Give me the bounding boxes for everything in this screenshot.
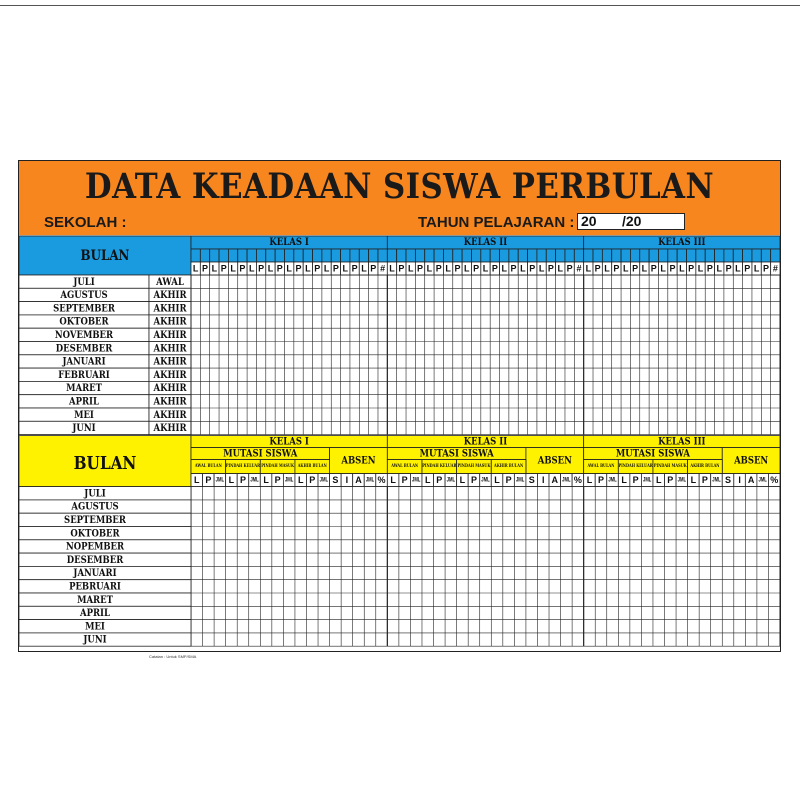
table1-lp-letter: L [286, 263, 292, 274]
table1-month-label: JULI [73, 276, 95, 289]
table1-subheader-cell [434, 249, 443, 262]
table2-col-letter: JML [515, 476, 525, 484]
top-divider-line [0, 5, 800, 6]
table1-lp-letter: P [491, 263, 498, 274]
table1-lp-letter: P [332, 263, 339, 274]
table1-status-label: AKHIR [153, 369, 187, 382]
table2-absen-header: ABSEN [537, 454, 572, 467]
table1-lp-letter: P [454, 263, 461, 274]
table2-mutasi-header: MUTASI SISWA [223, 447, 298, 460]
table1-lp-letter: P [650, 263, 657, 274]
table1-status-label: AKHIR [153, 395, 187, 408]
table1-subheader-cell [509, 249, 518, 262]
table1-status-label: AKHIR [153, 329, 187, 342]
table2-col-letter: S [725, 475, 732, 486]
table1-subheader-cell [668, 249, 677, 262]
table1-lp-letter: P [744, 263, 751, 274]
table1-month-label: SEPTEMBER [53, 302, 115, 315]
table1-lp-letter: L [622, 263, 629, 274]
table1-subheader-cell [630, 249, 639, 262]
table1-subheader-cell [537, 249, 546, 262]
table2-month-label: JULI [84, 487, 106, 500]
table2-col-letter: I [345, 475, 349, 486]
table1-status-label: AWAL [156, 276, 184, 289]
table2-absen-header: ABSEN [734, 454, 769, 467]
table1-status-label: AKHIR [153, 422, 187, 435]
table1-lp-letter: L [538, 263, 545, 274]
table2-col-letter: JML [481, 476, 490, 484]
table1-subheader-cell [771, 249, 780, 262]
table2-col-letter: P [274, 475, 281, 486]
table1-lp-letter: L [249, 263, 255, 274]
table1-subheader-cell [612, 249, 621, 262]
table1-month-label: MARET [66, 382, 102, 395]
table1-month-label: JANUARI [62, 356, 106, 368]
table2-mutasi-sub-label: AKHIR BULAN [690, 463, 720, 470]
table2-month-label: PEBRUARI [69, 580, 121, 593]
table1-subheader-cell [574, 249, 583, 262]
table2-col-letter: L [263, 475, 269, 486]
table1-subheader-cell [649, 249, 658, 262]
table2-kelas-header: KELAS II [463, 435, 508, 448]
table2-month-label: JUNI [83, 634, 107, 646]
table2-month-label: APRIL [80, 607, 110, 620]
table1-lp-letter: P [220, 263, 227, 274]
table2-col-letter: S [528, 475, 535, 486]
table1-month-label: MEI [74, 409, 94, 422]
table1-lp-letter: P [547, 263, 554, 274]
table2-col-letter: P [701, 475, 708, 486]
table1-subheader-cell [705, 249, 714, 262]
table1-subheader-cell [658, 249, 667, 262]
table1-lp-letter: L [407, 263, 414, 274]
table1-month-label: AGUSTUS [60, 289, 108, 302]
table1-subheader-cell [733, 249, 742, 262]
table1-lp-letter: L [445, 263, 451, 274]
table1-lp-letter: L [211, 263, 218, 274]
table1-lp-letter: P [258, 263, 265, 274]
table2-col-letter: P [632, 475, 639, 486]
table1-subheader-cell [294, 249, 303, 262]
table2-month-label: JANUARI [73, 567, 117, 580]
table1-subheader-cell [247, 249, 256, 262]
table1-kelas-header: KELAS II [463, 236, 508, 249]
table1-lp-letter: L [464, 263, 470, 274]
table1-subheader-cell [677, 249, 686, 262]
table1-status-label: AKHIR [153, 382, 187, 395]
table1-subheader-cell [238, 249, 247, 262]
table1-lp-letter: L [389, 263, 395, 274]
table1-lp-letter: P [351, 263, 358, 274]
table1-lp-letter: P [473, 263, 480, 274]
table2-col-letter: L [425, 475, 431, 486]
table2-month-label: DESEMBER [66, 554, 124, 567]
table2-col-letter: JML [562, 476, 571, 484]
table2-col-letter: % [770, 475, 779, 486]
table1-subheader-cell [443, 249, 452, 262]
table1-lp-letter: L [604, 263, 610, 274]
table2-col-letter: % [573, 475, 582, 486]
table1-lp-letter: L [641, 263, 648, 274]
table1-month-label: APRIL [69, 395, 99, 408]
table2-month-label: MEI [85, 620, 105, 633]
table1-lp-letter: P [725, 263, 732, 274]
table1-lp-letter: L [230, 263, 236, 274]
table1-kelas-header: KELAS I [269, 236, 309, 249]
table1-subheader-cell [481, 249, 490, 262]
table1-lp-letter: L [361, 263, 367, 274]
table1-subheader-cell [602, 249, 611, 262]
table1-lp-letter: # [772, 263, 778, 274]
table1-subheader-cell [266, 249, 275, 262]
table2-month-label: SEPTEMBER [64, 514, 126, 527]
table1-lp-letter: L [267, 263, 274, 274]
table1-lp-letter: P [276, 263, 283, 274]
table2-col-letter: JML [608, 476, 617, 484]
table2-kelas-header: KELAS III [658, 435, 706, 448]
table2-col-letter: S [332, 475, 339, 486]
table2-month-label: OKTOBER [70, 527, 120, 540]
table1-lp-letter: P [510, 263, 517, 274]
table1-lp-letter: L [735, 263, 741, 274]
table2-col-letter: P [205, 475, 212, 486]
table1-lp-letter: P [762, 263, 769, 274]
table2-col-letter: L [621, 475, 627, 486]
table1-lp-letter: L [482, 263, 489, 274]
table1-subheader-cell [210, 249, 219, 262]
table2-mutasi-sub-label: AWAL BULAN [391, 463, 419, 470]
table1-lp-letter: L [520, 263, 526, 274]
table2-col-letter: P [239, 475, 246, 486]
table2-mutasi-sub-label: PINDAH KELUAR [225, 463, 261, 470]
table1-subheader-cell [228, 249, 237, 262]
table2-mutasi-sub-label: AKHIR BULAN [494, 463, 524, 470]
table1-subheader-cell [640, 249, 649, 262]
student-data-board [18, 160, 781, 659]
table1-subheader-cell [752, 249, 761, 262]
table2-col-letter: % [377, 475, 386, 486]
table1-lp-letter: L [426, 263, 433, 274]
data-tables [19, 161, 780, 651]
table2-col-letter: JML [643, 476, 652, 484]
table1-subheader-cell [397, 249, 406, 262]
tahun-end: /20 [622, 213, 642, 229]
table2-month-label: NOPEMBER [65, 541, 125, 553]
table1-lp-letter: L [342, 263, 349, 274]
table1-lp-letter: P [295, 263, 302, 274]
table2-month-label: AGUSTUS [71, 501, 119, 513]
table1-lp-letter: P [370, 263, 377, 274]
tahun-pelajaran-label: TAHUN PELAJARAN : [418, 214, 575, 231]
table1-subheader-cell [565, 249, 574, 262]
table1-lp-letter: P [613, 263, 620, 274]
table1-status-label: AKHIR [153, 289, 187, 302]
table2-col-letter: JML [677, 476, 687, 484]
table1-subheader-cell [256, 249, 265, 262]
table1-status-label: AKHIR [153, 409, 187, 422]
table1-status-label: AKHIR [153, 356, 187, 368]
table2-col-letter: P [470, 475, 477, 486]
table1-subheader-cell [425, 249, 434, 262]
table2-col-letter: P [667, 475, 674, 486]
table2-mutasi-sub-label: AWAL BULAN [587, 463, 615, 470]
table2-kelas-header: KELAS I [269, 435, 309, 448]
table2-col-letter: JML [712, 476, 721, 484]
table2-col-letter: A [747, 475, 755, 486]
table2-col-letter: JML [412, 476, 421, 484]
table1-month-label: DESEMBER [55, 342, 113, 355]
table1-subheader-cell [341, 249, 350, 262]
table1-lp-letter: P [594, 263, 601, 274]
footer-note: Catatan : Untuk SMP/SMA [149, 654, 197, 659]
table1-subheader-cell [546, 249, 555, 262]
table1-lp-letter: P [202, 263, 209, 274]
table1-subheader-cell [687, 249, 696, 262]
table2-mutasi-header: MUTASI SISWA [419, 447, 494, 460]
table2-col-letter: P [309, 475, 316, 486]
table2-col-letter: L [194, 475, 200, 486]
table1-subheader-cell [715, 249, 724, 262]
table1-subheader-cell [471, 249, 480, 262]
table1-lp-letter: # [576, 263, 582, 274]
table2-col-letter: JML [215, 476, 225, 484]
table1-lp-letter: L [753, 263, 760, 274]
table1-kelas-header: KELAS III [658, 236, 706, 249]
table2-col-letter: L [494, 475, 500, 486]
table1-lp-letter: P [239, 263, 246, 274]
table2-mutasi-sub-label: PINDAH KELUAR [422, 463, 457, 470]
table2-mutasi-header: MUTASI SISWA [615, 447, 691, 460]
table1-bulan-header: BULAN [80, 247, 130, 265]
table2-col-letter: I [738, 475, 741, 486]
table2-col-letter: A [355, 475, 362, 486]
table1-subheader-cell [191, 249, 200, 262]
tahun-start: 20 [581, 213, 597, 229]
table1-subheader-cell [490, 249, 499, 262]
table2-col-letter: A [551, 475, 559, 486]
table1-subheader-cell [350, 249, 359, 262]
table1-subheader-cell [462, 249, 471, 262]
table2-col-letter: L [655, 475, 662, 486]
table1-subheader-cell [369, 249, 378, 262]
table1-subheader-cell [500, 249, 509, 262]
table2-col-letter: P [401, 475, 408, 486]
table2-mutasi-sub-label: PINDAH MASUK [653, 463, 687, 470]
table1-lp-letter: P [314, 263, 321, 274]
table1-subheader-cell [275, 249, 284, 262]
table2-col-letter: L [390, 475, 396, 486]
table1-lp-letter: L [585, 263, 592, 274]
table1-subheader-cell [528, 249, 537, 262]
table2-absen-header: ABSEN [341, 454, 376, 467]
table1-subheader-cell [724, 249, 733, 262]
table1-subheader-cell [743, 249, 752, 262]
table2-col-letter: L [690, 475, 697, 486]
table1-month-label: JUNI [72, 422, 96, 435]
table1-subheader-cell [284, 249, 293, 262]
table1-lp-letter: L [660, 263, 666, 274]
table2-col-letter: JML [284, 476, 294, 484]
table2-col-letter: I [541, 475, 545, 486]
table2-col-letter: L [586, 475, 593, 486]
table1-subheader-cell [331, 249, 340, 262]
table2-col-letter: JML [758, 476, 767, 484]
table1-lp-letter: P [398, 263, 405, 274]
table1-subheader-cell [219, 249, 228, 262]
table1-subheader-cell [621, 249, 630, 262]
table1-subheader-cell [453, 249, 462, 262]
table1-status-label: AKHIR [153, 302, 187, 315]
table2-bulan-header: BULAN [73, 451, 137, 474]
table1-subheader-cell [387, 249, 396, 262]
table1-subheader-cell [556, 249, 565, 262]
table2-mutasi-sub-label: PINDAH MASUK [457, 463, 491, 470]
table1-lp-letter: P [632, 263, 639, 274]
table1-lp-letter: L [557, 263, 564, 274]
table1-subheader-cell [406, 249, 415, 262]
table1-subheader-cell [584, 249, 593, 262]
table1-subheader-cell [313, 249, 322, 262]
table1-lp-letter: P [688, 263, 695, 274]
table2-mutasi-sub-label: PINDAH MASUK [261, 463, 295, 470]
table1-lp-letter: L [323, 263, 330, 274]
table2-col-letter: JML [365, 476, 375, 484]
table2-mutasi-sub-label: AWAL BULAN [194, 463, 222, 470]
table1-month-label: FEBRUARI [58, 369, 110, 382]
table2-col-letter: JML [250, 476, 259, 484]
table1-lp-letter: P [435, 263, 442, 274]
table1-subheader-cell [761, 249, 770, 262]
table2-col-letter: L [459, 475, 466, 486]
table1-lp-letter: P [669, 263, 676, 274]
table1-status-label: AKHIR [153, 342, 187, 355]
table1-lp-letter: P [417, 263, 424, 274]
table1-subheader-cell [518, 249, 527, 262]
table2-col-letter: P [505, 475, 512, 486]
table2-col-letter: P [597, 475, 604, 486]
table1-lp-letter: L [716, 263, 722, 274]
table1-subheader-cell [593, 249, 602, 262]
table1-lp-letter: L [305, 263, 311, 274]
table1-subheader-cell [200, 249, 209, 262]
table1-lp-letter: L [697, 263, 704, 274]
table1-lp-letter: # [380, 263, 386, 274]
table1-lp-letter: P [529, 263, 536, 274]
table2-col-letter: JML [319, 476, 328, 484]
table1-subheader-cell [696, 249, 705, 262]
table1-subheader-cell [378, 249, 387, 262]
sekolah-label: SEKOLAH : [44, 214, 127, 231]
table1-lp-letter: L [192, 263, 199, 274]
table1-subheader-cell [359, 249, 368, 262]
table2-mutasi-sub-label: PINDAH KELUAR [618, 463, 653, 470]
table2-col-letter: L [228, 475, 235, 486]
table1-lp-letter: L [501, 263, 507, 274]
table1-subheader-cell [415, 249, 424, 262]
table2-col-letter: P [436, 475, 443, 486]
table1-lp-letter: P [706, 263, 713, 274]
table1-status-label: AKHIR [153, 316, 187, 328]
table1-lp-letter: L [679, 263, 685, 274]
table2-col-letter: JML [446, 476, 456, 484]
table1-subheader-cell [303, 249, 312, 262]
table1-lp-letter: P [566, 263, 573, 274]
table1-month-label: OKTOBER [59, 316, 109, 328]
table2-mutasi-sub-label: AKHIR BULAN [297, 463, 327, 470]
table1-subheader-cell [322, 249, 331, 262]
table2-month-cell [19, 620, 191, 633]
page-title: DATA KEADAAN SISWA PERBULAN [84, 166, 715, 207]
table2-col-letter: L [297, 475, 304, 486]
table2-month-label: MARET [77, 594, 113, 607]
table1-month-label: NOVEMBER [54, 329, 114, 342]
